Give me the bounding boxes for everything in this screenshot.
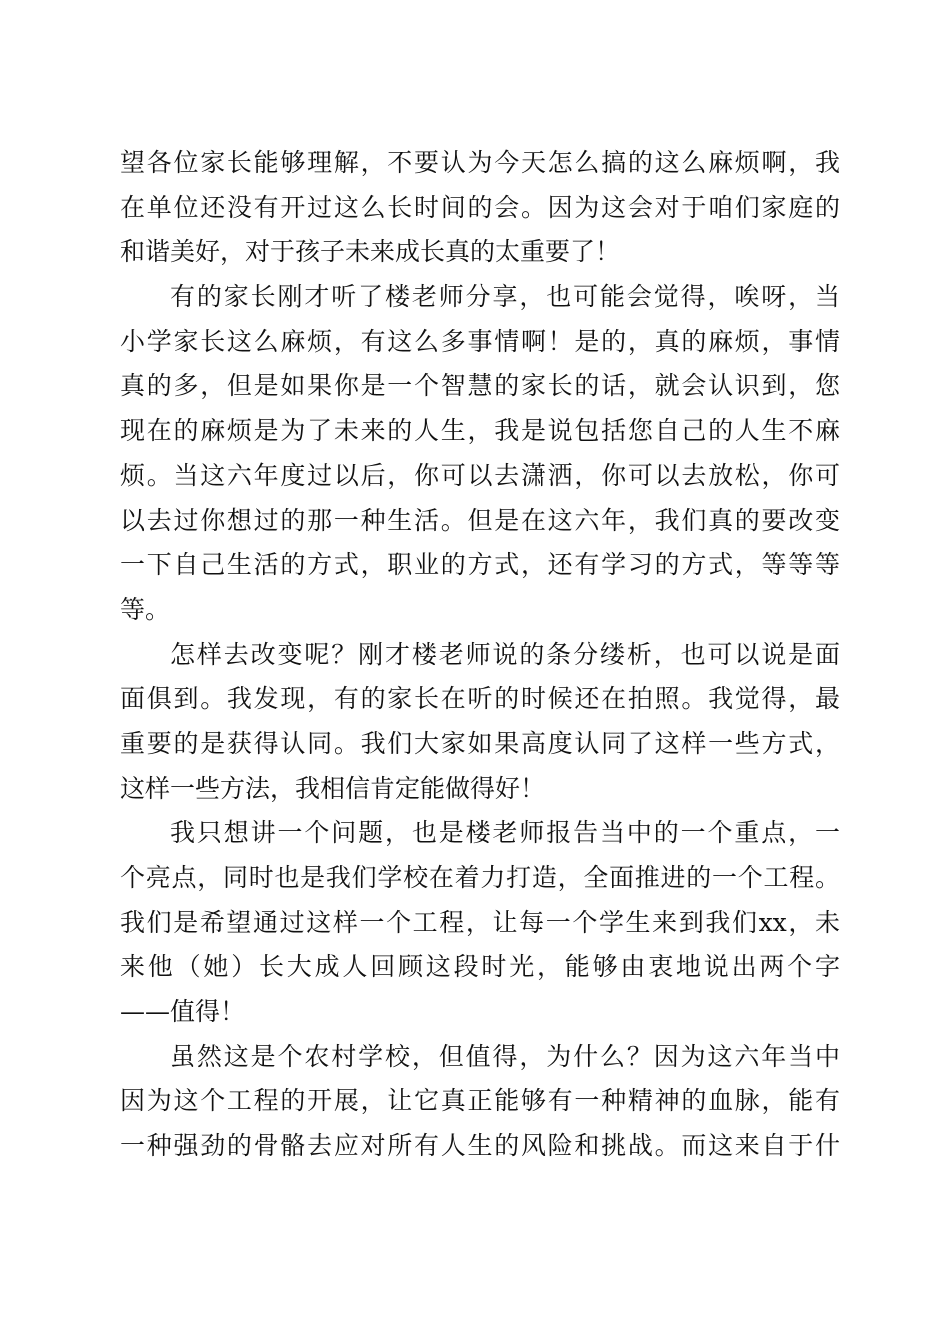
text-line: 现在的麻烦是为了未来的人生，我是说包括您自己的人生不麻: [120, 416, 840, 446]
text-line: ——值得！: [120, 997, 246, 1027]
text-line: 以去过你想过的那一种生活。但是在这六年，我们真的要改变: [120, 505, 840, 535]
text-line: 怎样去改变呢？刚才楼老师说的条分缕析，也可以说是面: [170, 639, 840, 669]
text-line: 望各位家长能够理解，不要认为今天怎么搞的这么麻烦啊，我: [120, 148, 840, 177]
text-line: 一种强劲的骨骼去应对所有人生的风险和挑战。而这来自于什: [120, 1131, 840, 1161]
text-line: 等。: [120, 594, 171, 624]
text-line: 有的家长刚才听了楼老师分享，也可能会觉得，唉呀，当: [170, 282, 840, 312]
text-line: 来他（她）长大成人回顾这段时光，能够由衷地说出两个字: [120, 952, 840, 982]
text-line: 重要的是获得认同。我们大家如果高度认同了这样一些方式，: [120, 728, 840, 758]
text-line: 我们是希望通过这样一个工程，让每一个学生来到我们xx，未: [120, 907, 840, 937]
text-line: 这样一些方法，我相信肯定能做得好！: [120, 773, 546, 803]
text-line: 和谐美好，对于孩子未来成长真的太重要了！: [120, 237, 621, 267]
text-line: 个亮点，同时也是我们学校在着力打造，全面推进的一个工程。: [120, 863, 840, 892]
text-line: 烦。当这六年度过以后，你可以去潇洒，你可以去放松，你可: [120, 460, 840, 490]
text-line: 小学家长这么麻烦，有这么多事情啊！是的，真的麻烦，事情: [120, 326, 840, 356]
text-line: 真的多，但是如果你是一个智慧的家长的话，就会认识到，您: [120, 371, 840, 401]
text-line: 在单位还没有开过这么长时间的会。因为这会对于咱们家庭的: [120, 192, 840, 222]
text-line: 虽然这是个农村学校，但值得，为什么？因为这六年当中: [170, 1041, 840, 1071]
document-body: [120, 141, 840, 1169]
text-line: 因为这个工程的开展，让它真正能够有一种精神的血脉，能有: [120, 1086, 840, 1116]
text-line: 一下自己生活的方式，职业的方式，还有学习的方式，等等等: [120, 550, 840, 580]
text-line: 面俱到。我发现，有的家长在听的时候还在拍照。我觉得，最: [120, 684, 840, 714]
text-line: 我只想讲一个问题，也是楼老师报告当中的一个重点，一: [170, 818, 840, 848]
